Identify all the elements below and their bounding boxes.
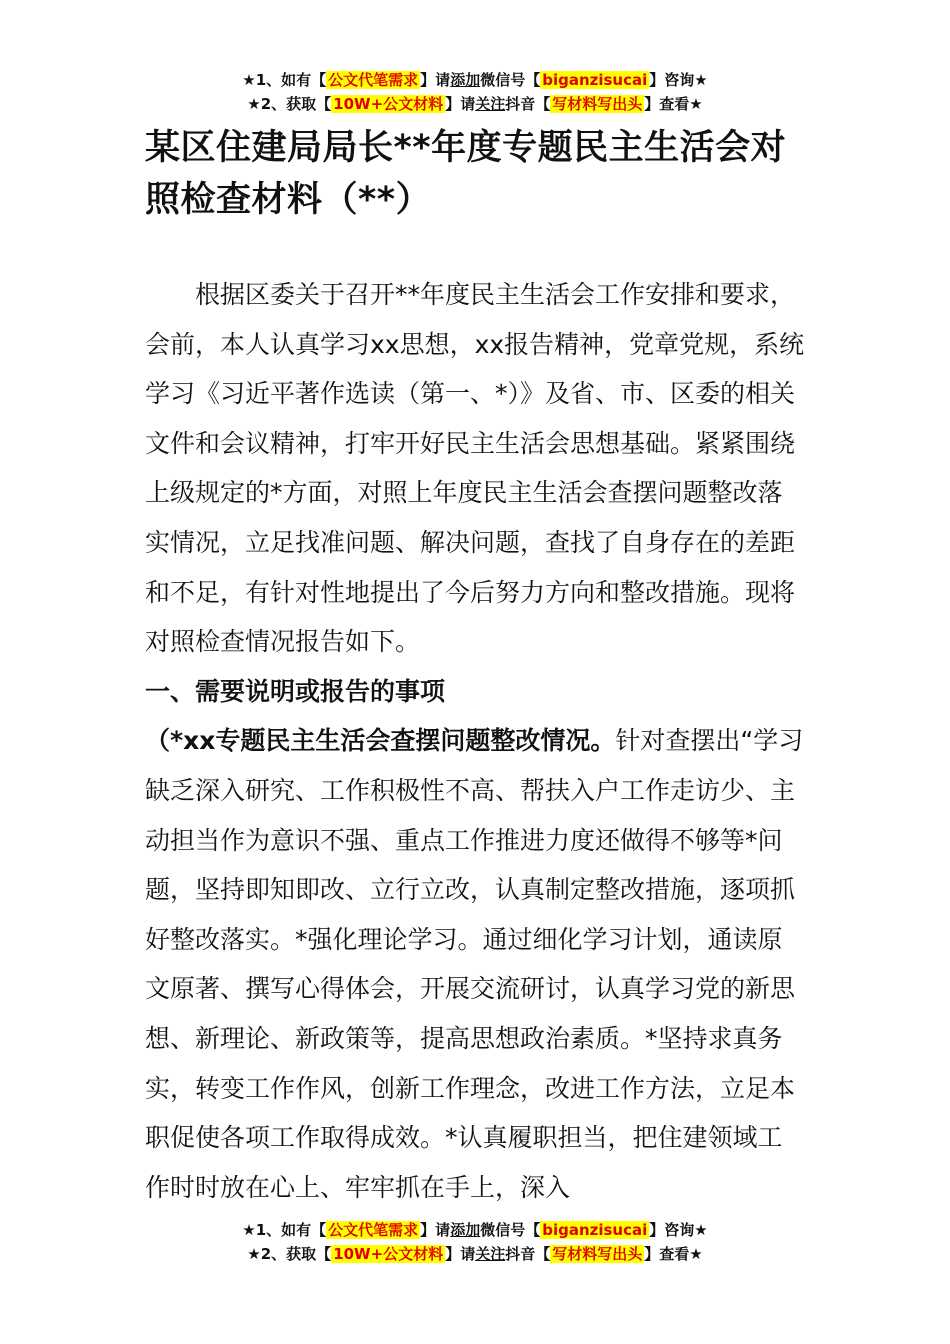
- document-title: 某区住建局局长**年度专题民主生活会对照检查材料（**）: [145, 128, 787, 220]
- ad-highlight-wechat-id: biganzisucai: [542, 1221, 648, 1239]
- ad-highlight-ghostwriting: 公文代笔需求: [328, 71, 419, 89]
- footer-ad-banner: [0, 1218, 950, 1266]
- section-paragraph: [145, 716, 805, 1212]
- document-body: [145, 270, 805, 1212]
- section-heading: 一、需要说明或报告的事项: [145, 676, 446, 706]
- ad-line-2: ★2、获取【 10W+公文材料 】请关注抖音【 写材料写出头 】查看★: [247, 95, 703, 113]
- ad-highlight-materials: 10W+公文材料: [333, 95, 444, 113]
- ad-highlight-wechat-id: biganzisucai: [542, 71, 648, 89]
- section-lead: （*xx专题民主生活会查摆问题整改情况。: [145, 726, 616, 756]
- ad-highlight-douyin: 写材料写出头: [552, 95, 643, 113]
- ad-line-1: ★1、如有【 公文代笔需求 】请添加微信号【 biganzisucai 】咨询★: [242, 1221, 708, 1239]
- ad-line-1: ★1、如有【 公文代笔需求 】请添加微信号【 biganzisucai 】咨询★: [242, 71, 708, 89]
- ad-highlight-materials: 10W+公文材料: [333, 1245, 444, 1263]
- header-ad-banner: [0, 68, 950, 116]
- ad-highlight-douyin: 写材料写出头: [552, 1245, 643, 1263]
- section-text: 针对查摆出“学习缺乏深入研究、工作积极性不高、帮扶入户工作走访少、主动担当作为意识不强、重点工作推进力度还做得不够等*问题，坚持即知即改、立行立改，认真制定整改措施，逐项抓好整改落实。*强化理论学习。通过细化学习计划，通读原文原著、撰写心得体会，开展交流研讨，认真学习党的新思想、新理论、新政策等，提高思想政治素质。*坚持求真务实，转变工作作风，创新工作理念，改进工作方法，立足本职促使各项工作取得成效。*认真履职担当，把住建领域工作时时放在心上、牢牢抓在手上，深入: [145, 726, 804, 1202]
- ad-line-2: ★2、获取【 10W+公文材料 】请关注抖音【 写材料写出头 】查看★: [247, 1245, 703, 1263]
- ad-highlight-ghostwriting: 公文代笔需求: [328, 1221, 419, 1239]
- intro-paragraph: 根据区委关于召开**年度民主生活会工作安排和要求，会前，本人认真学习xx思想，xx报告精神，党章党规，系统学习《习近平著作选读（第一、*）》及省、市、区委的相关文件和会议精神，打牢开好民主生活会思想基础。紧紧围绕上级规定的*方面，对照上年度民主生活会查摆问题整改落实情况，立足找准问题、解决问题，查找了自身存在的差距和不足，有针对性地提出了今后努力方向和整改措施。现将对照检查情况报告如下。: [145, 280, 805, 657]
